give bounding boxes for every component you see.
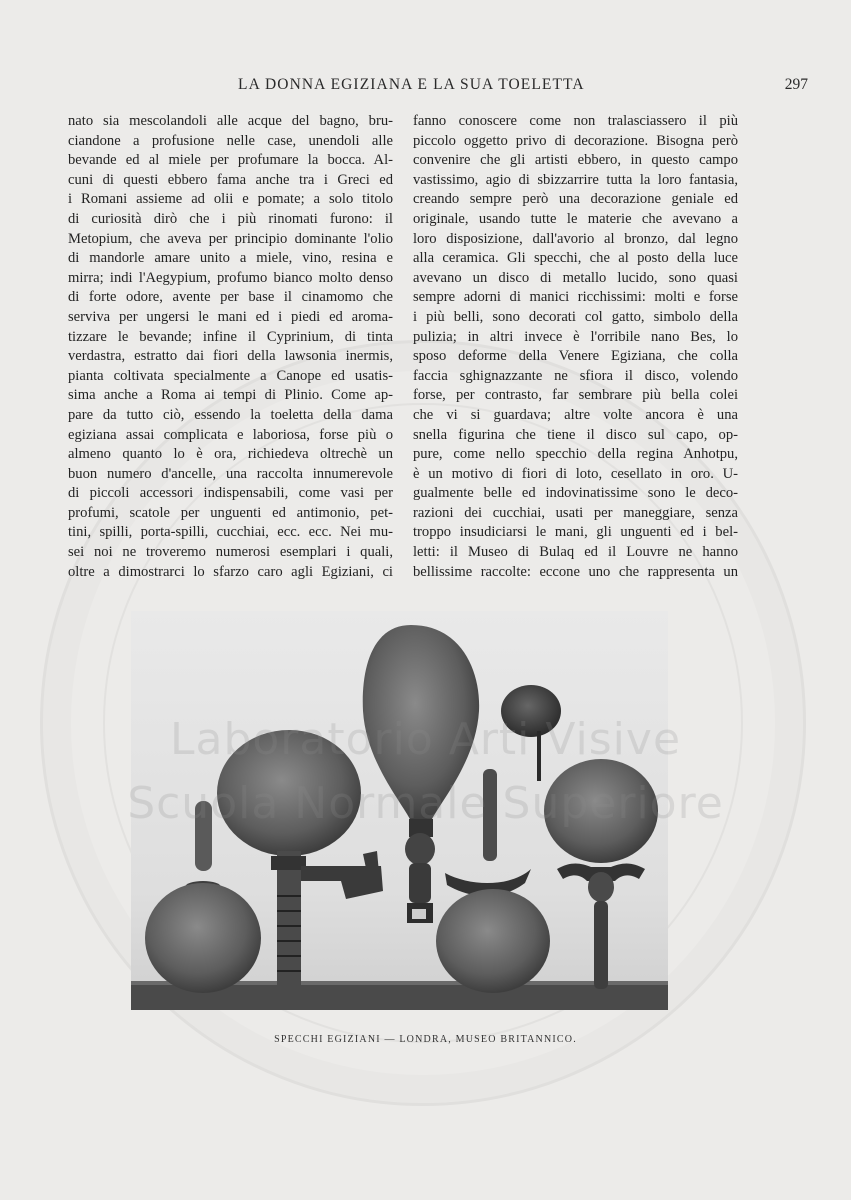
text-line: snella figurina che tiene il disco sul capo, op- (413, 426, 738, 443)
watermark-text-line1: Laboratorio Arti Visive (169, 714, 682, 765)
text-line: almeno quanto lo è ora, richiedeva oltrechè un (68, 446, 393, 463)
egyptian-mirrors-photo (131, 611, 668, 1010)
text-line: sempre adorni di manici ricchissimi: molti e forse (413, 289, 738, 306)
mirror-dagger-handle (436, 769, 550, 993)
text-line: Metopium, che aveva per principio dominante l'olio (68, 230, 393, 247)
figure-photograph (131, 611, 668, 1010)
mirror-hathor-handle (544, 759, 658, 989)
text-line: forse, per contrasto, far sembrare più bella colei (413, 387, 738, 404)
text-line: faccia sghignazzante ne sfiora il disco, volendo (413, 367, 738, 384)
text-line: di piccoli accessori indispensabili, come vasi per (68, 485, 393, 502)
text-line: bellissime raccolte: eccone uno che rappresenta un (413, 563, 738, 580)
text-line: piccolo oggetto privo di decorazione. Bisogna però (413, 132, 738, 149)
text-line: di curiosità dirò che i più rinomati furono: il (68, 210, 393, 227)
text-line: sei noi ne troveremo numerosi esemplari i quali, (68, 544, 393, 561)
text-line: pianta coltivata specialmente a Canope ed usatis- (68, 367, 393, 384)
left-column (68, 112, 393, 582)
mirror-small-disc (501, 685, 561, 781)
text-line: verdastra, estratto dai fiori della lawsonia inermis, (68, 348, 393, 365)
page-number: 297 (784, 76, 808, 93)
text-line: loro disposizione, dall'avorio al bronzo, dal legno (413, 230, 738, 247)
text-line: buon numero d'ancelle, una raccolta innumerevole (68, 465, 393, 482)
text-line: cuni di questi ebbero fama anche tra i Greci ed (68, 171, 393, 188)
text-line: fanno conoscere come non tralasciassero il più (413, 113, 738, 129)
text-line: alla ceramica. Gli specchi, che al posto della luce (413, 250, 738, 267)
text-line: originale, usando tutte le materie che avevano a (413, 210, 738, 227)
text-line: oltre a dimostrarci lo sfarzo caro agli Egiziani, ci (68, 563, 393, 580)
watermark-text-line2: Scuola Normale Superiore (127, 778, 724, 829)
text-line: convenire che gli artisti ebbero, in questo campo (413, 152, 738, 169)
text-line: serviva per ungersi le mani ed i piedi ed aroma- (68, 308, 393, 325)
text-line: avevano un disco di metallo lucido, sono quasi (413, 269, 738, 286)
text-line: i più belli, sono decorati col gatto, simbolo della (413, 308, 738, 325)
text-line: egiziana assai complicata e laboriosa, forse più o (68, 426, 393, 443)
text-line: sima anche a Roma ai tempi di Plinio. Come ap- (68, 387, 393, 404)
text-line: che vi si guardava; altre volte ancora è una (413, 406, 738, 423)
text-line: i Romani assieme ad olii e pomate; a solo titolo (68, 191, 393, 208)
text-line: vastissimo, agio di sbizzarrire tutta la loro fantasia, (413, 171, 738, 188)
text-line: pure, come nello specchio della regina Anhotpu, (413, 446, 738, 463)
text-line: ciandone a profusione nelle case, unendoli alle (68, 132, 393, 149)
text-line: tizzare le bevande; infine il Cyprinium, di tinta (68, 328, 393, 345)
figure-caption: SPECCHI EGIZIANI — LONDRA, MUSEO BRITANNICO. (274, 1034, 577, 1045)
text-line: bevande ed al miele per profumare la bocca. Al- (68, 152, 393, 169)
text-line: di mandorle amare unito a miele, vino, resina e (68, 250, 393, 267)
text-line: letti: il Museo di Bulaq ed il Louvre ne hanno (413, 544, 738, 561)
text-line: pare da tutto ciò, essendo la toeletta della dama (68, 406, 393, 423)
text-line: razioni dei cucchiai, usati per maneggiare, senza (413, 504, 738, 521)
text-line: gualmente belle ed indovinatissime sono le deco- (413, 485, 738, 502)
running-head (68, 76, 808, 98)
running-title: LA DONNA EGIZIANA E LA SUA TOELETTA (238, 76, 585, 93)
text-line: tini, spilli, porta-spilli, cucchiai, ecc. ecc. Nei mu- (68, 524, 393, 541)
text-line: pulizia; in altri invece è l'orribile nano Bes, lo (413, 328, 738, 345)
text-line: profumi, scatole per unguenti ed antimonio, pet- (68, 504, 393, 521)
text-line: sposo deforme della Venere Egiziana, che colla (413, 348, 738, 365)
text-line: di forte odore, avente per base il cinamomo che (68, 289, 393, 306)
text-line: mirra; indi l'Aegypium, profumo bianco molto denso (68, 269, 393, 286)
text-line: nato sia mescolandoli alle acque del bagno, bru- (68, 113, 393, 129)
text-line: creando sempre però una decorazione geniale ed (413, 191, 738, 208)
text-line: è un motivo di fiori di loto, cesellato in oro. U- (413, 465, 738, 482)
text-line: troppo insudiciarsi le mani, gli unguenti ed i bel- (413, 524, 738, 541)
right-column (413, 112, 738, 582)
